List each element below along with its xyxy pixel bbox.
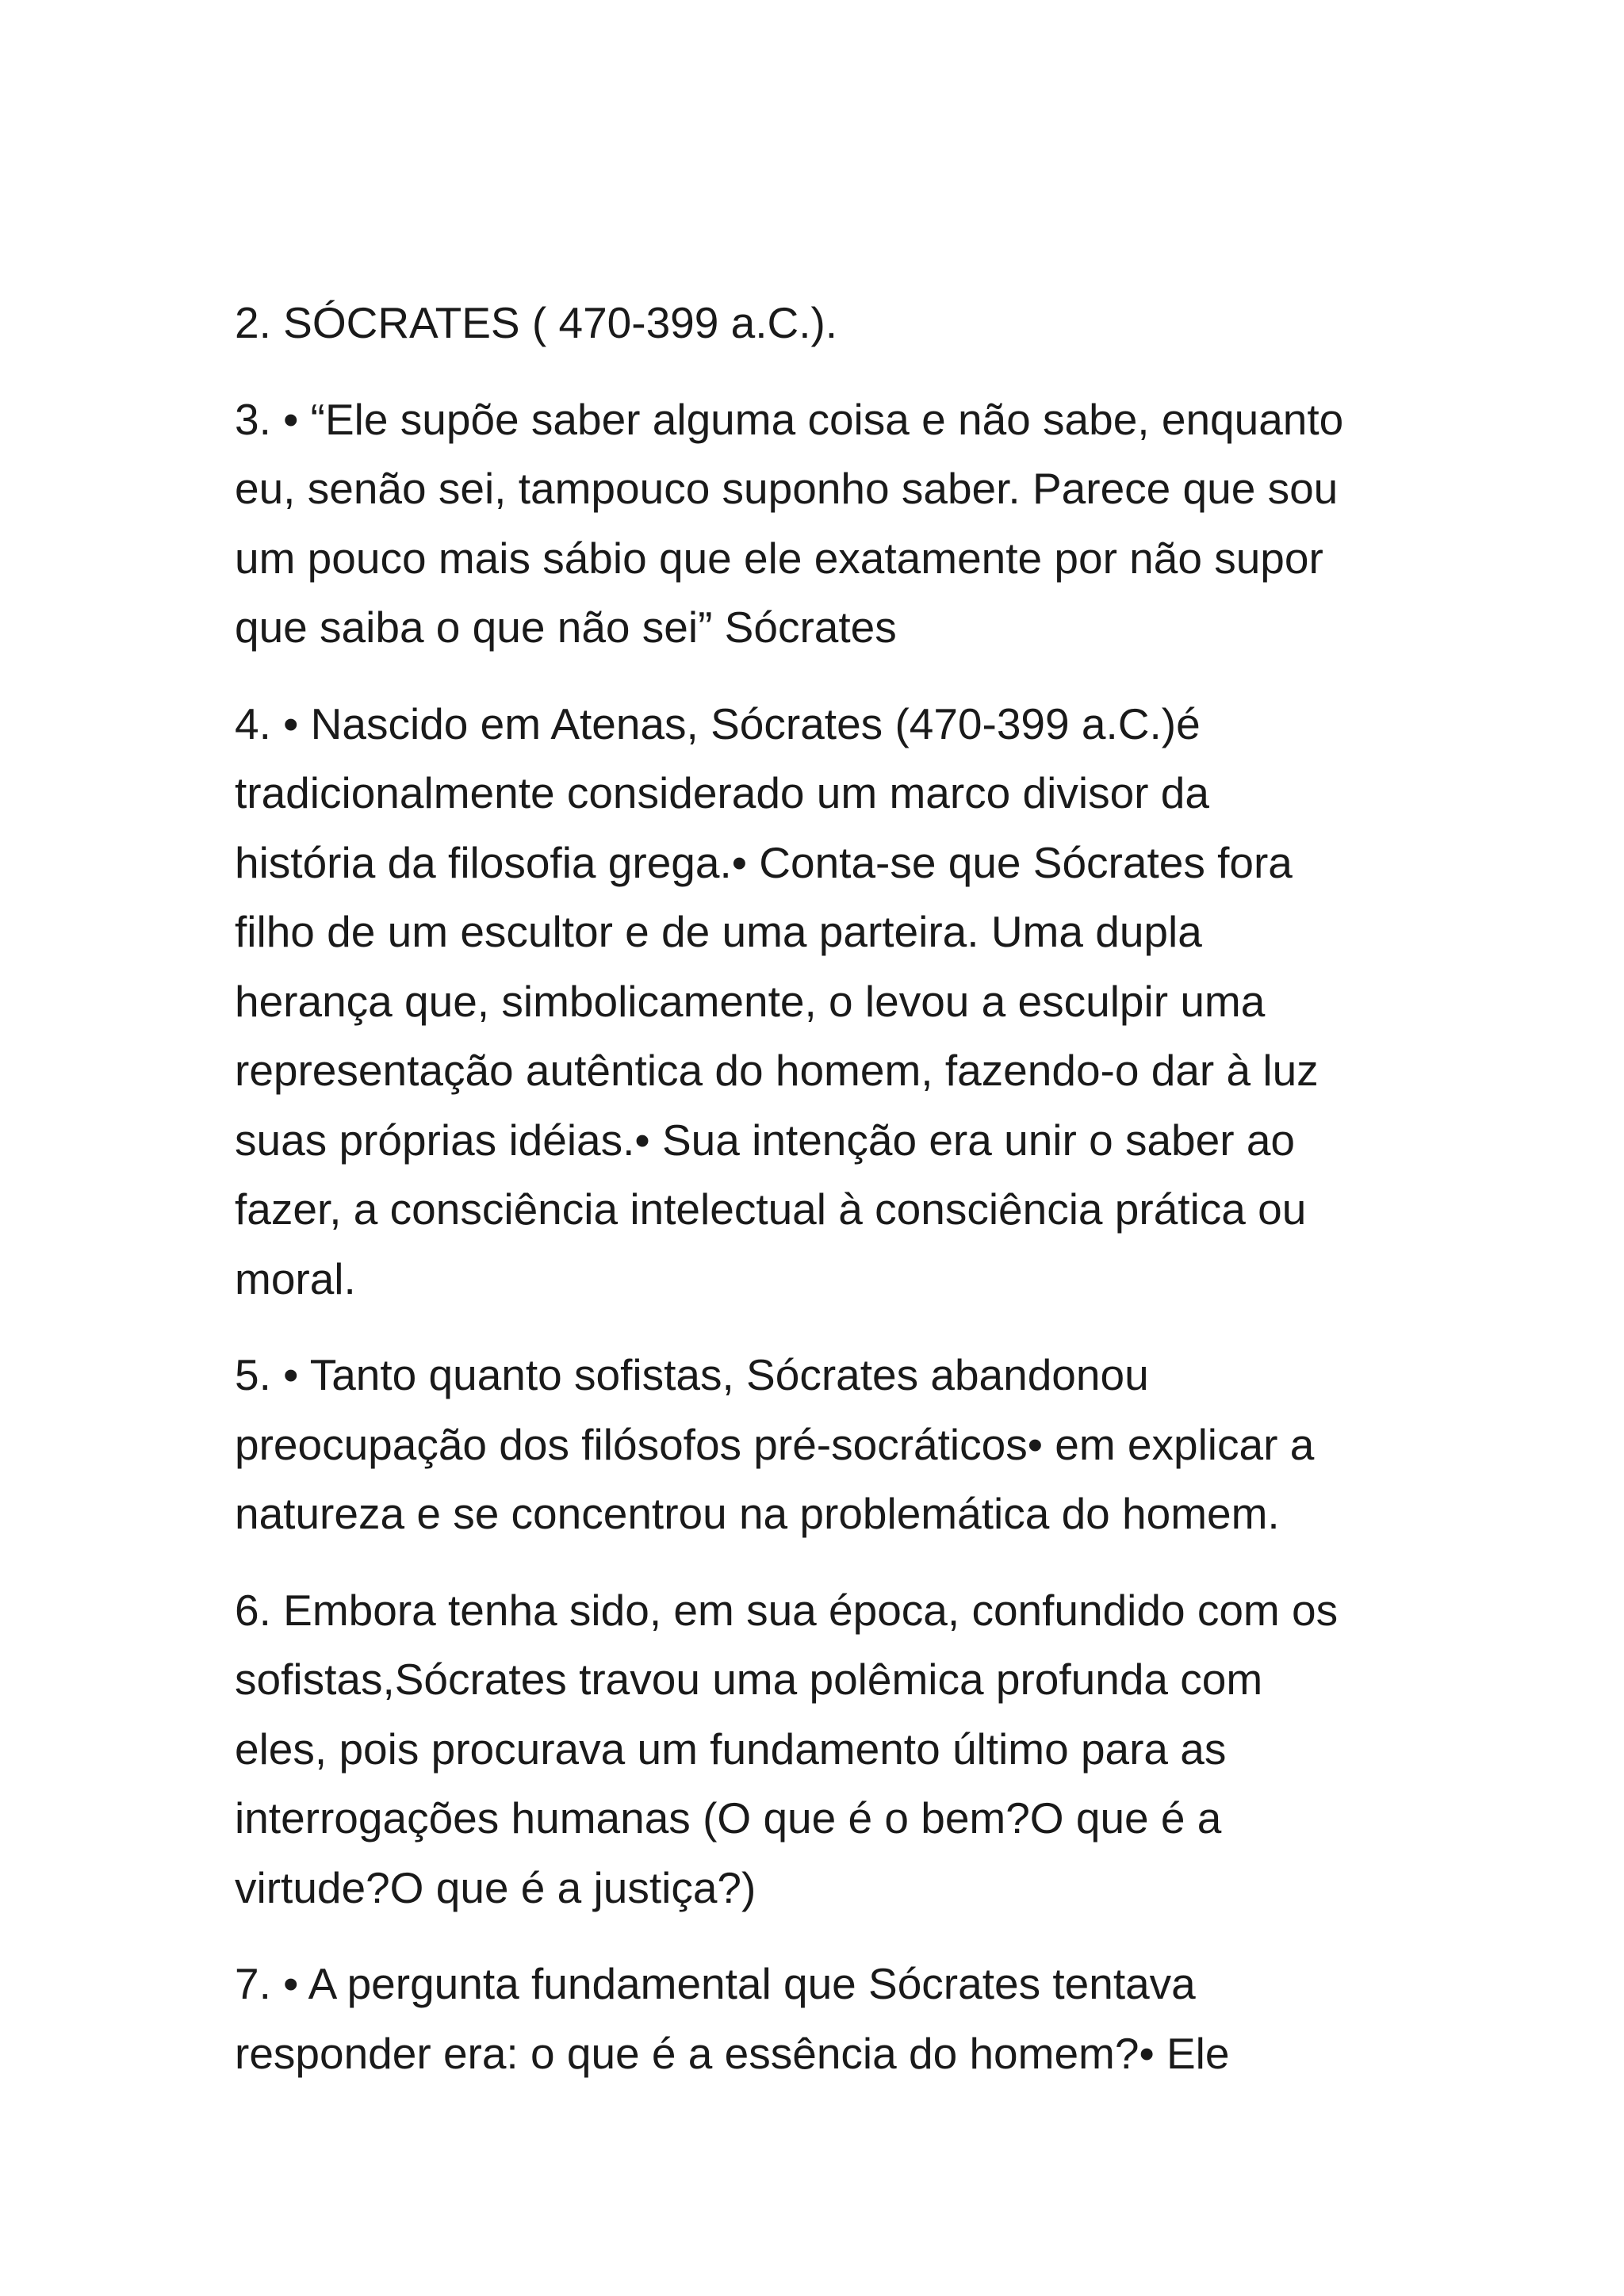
text-line: responder era: o que é a essência do homem?• Ele: [235, 2028, 1230, 2078]
text-line: 2. SÓCRATES ( 470-399 a.C.).: [235, 298, 838, 347]
text-line: história da filosofia grega.• Conta-se que Sócrates fora: [235, 837, 1293, 887]
text-line: eu, senão sei, tampouco suponho saber. Parece que sou: [235, 464, 1339, 513]
text-line: um pouco mais sábio que ele exatamente por não supor: [235, 533, 1323, 583]
text-line: preocupação dos filósofos pré-socráticos• em explicar a: [235, 1419, 1315, 1469]
text-line: herança que, simbolicamente, o levou a esculpir uma: [235, 976, 1266, 1026]
text-line: filho de um escultor e de uma parteira. Uma dupla: [235, 907, 1202, 956]
text-line: 7. • A pergunta fundamental que Sócrates tentava: [235, 1959, 1196, 2008]
paragraph-heading: [235, 289, 1400, 358]
paragraph-polemic: [235, 1576, 1400, 1923]
paragraph-quote: [235, 385, 1400, 663]
text-line: sofistas,Sócrates travou uma polêmica profunda com: [235, 1655, 1263, 1704]
paragraph-biography: [235, 690, 1400, 1314]
text-line: fazer, a consciência intelectual à consciência prática ou: [235, 1184, 1307, 1234]
text-line: 6. Embora tenha sido, em sua época, confundido com os: [235, 1585, 1339, 1635]
text-line: representação autêntica do homem, fazendo-o dar à luz: [235, 1046, 1319, 1095]
document-body: [235, 289, 1400, 2115]
text-line: moral.: [235, 1253, 356, 1303]
text-line: que saiba o que não sei” Sócrates: [235, 603, 897, 652]
text-line: eles, pois procurava um fundamento último para as: [235, 1724, 1227, 1774]
text-line: 5. • Tanto quanto sofistas, Sócrates abandonou: [235, 1350, 1149, 1399]
text-line: virtude?O que é a justiça?): [235, 1862, 756, 1912]
paragraph-essence: [235, 1950, 1400, 2088]
text-line: natureza e se concentrou na problemática do homem.: [235, 1489, 1280, 1538]
text-line: 3. • “Ele supõe saber alguma coisa e não sabe, enquanto: [235, 394, 1344, 444]
paragraph-sophists: [235, 1341, 1400, 1549]
text-line: suas próprias idéias.• Sua intenção era unir o saber ao: [235, 1115, 1295, 1165]
text-line: interrogações humanas (O que é o bem?O que é a: [235, 1793, 1222, 1843]
text-line: 4. • Nascido em Atenas, Sócrates (470-399 a.C.)é: [235, 698, 1201, 748]
text-line: tradicionalmente considerado um marco divisor da: [235, 768, 1209, 817]
